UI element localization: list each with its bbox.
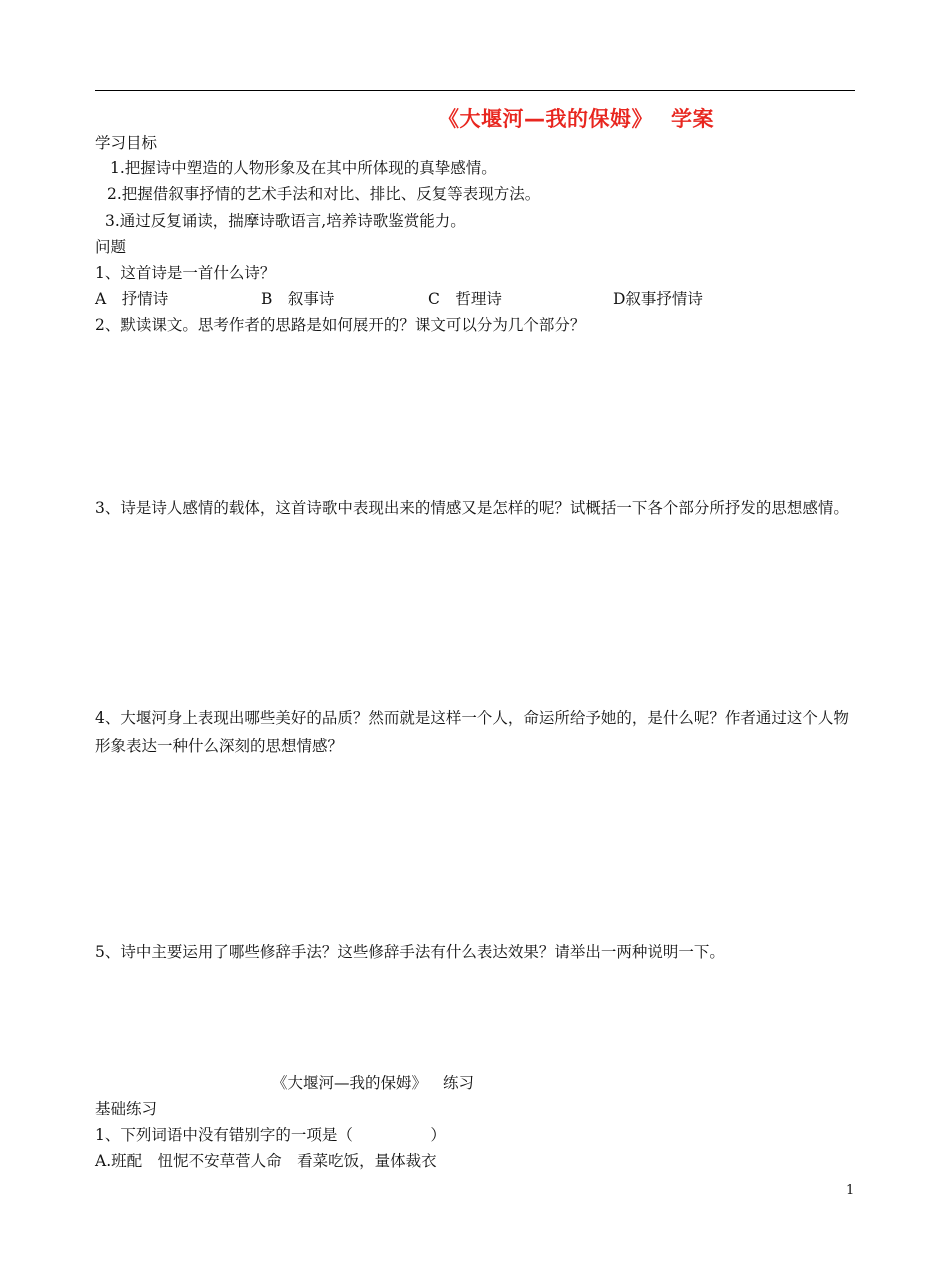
practice-question-1: 1、下列词语中没有错别字的一项是（ ） (95, 1126, 446, 1144)
question-1: 1、这首诗是一首什么诗？ (95, 264, 276, 282)
page-number: 1 (846, 1183, 855, 1198)
question-1-options (95, 289, 735, 309)
practice-title (272, 1073, 474, 1093)
page-title-suffix: 学案 (671, 107, 714, 131)
option-b: B 叙事诗 (261, 290, 335, 308)
page-title-main: 《大堰河—我的保姆》 (438, 107, 653, 131)
question-4: 4、大堰河身上表现出哪些美好的品质？然而就是这样一个人，命运所给予她的，是什么呢？作者通过这个人物形象表达一种什么深刻的思想情感？ (95, 709, 849, 755)
questions-heading: 问题 (95, 238, 127, 256)
option-d: D叙事抒情诗 (613, 290, 703, 308)
page-title (438, 103, 714, 133)
objective-item-2: 2.把握借叙事抒情的艺术手法和对比、排比、反复等表现方法。 (107, 185, 541, 203)
objective-item-1: 1.把握诗中塑造的人物形象及在其中所体现的真挚感情。 (110, 159, 497, 177)
question-2: 2、默读课文。思考作者的思路是如何展开的？课文可以分为几个部分？ (95, 316, 586, 334)
objectives-heading: 学习目标 (95, 134, 158, 152)
option-c: C 哲理诗 (428, 290, 502, 308)
practice-title-main: 《大堰河—我的保姆》 (272, 1074, 428, 1092)
practice-heading: 基础练习 (95, 1100, 158, 1118)
question-5: 5、诗中主要运用了哪些修辞手法？这些修辞手法有什么表达效果？请举出一两种说明一下。 (95, 943, 725, 961)
question-3: 3、诗是诗人感情的载体，这首诗歌中表现出来的情感又是怎样的呢？试概括一下各个部分所抒发的思想感情。 (95, 499, 849, 517)
header-rule (95, 90, 855, 91)
objective-item-3: 3.通过反复诵读，揣摩诗歌语言,培养诗歌鉴赏能力。 (105, 212, 466, 230)
practice-option-a: A.班配 忸怩不安草菅人命 看菜吃饭，量体裁衣 (95, 1152, 437, 1170)
practice-title-suffix: 练习 (443, 1074, 475, 1092)
option-a: A 抒情诗 (95, 290, 169, 308)
